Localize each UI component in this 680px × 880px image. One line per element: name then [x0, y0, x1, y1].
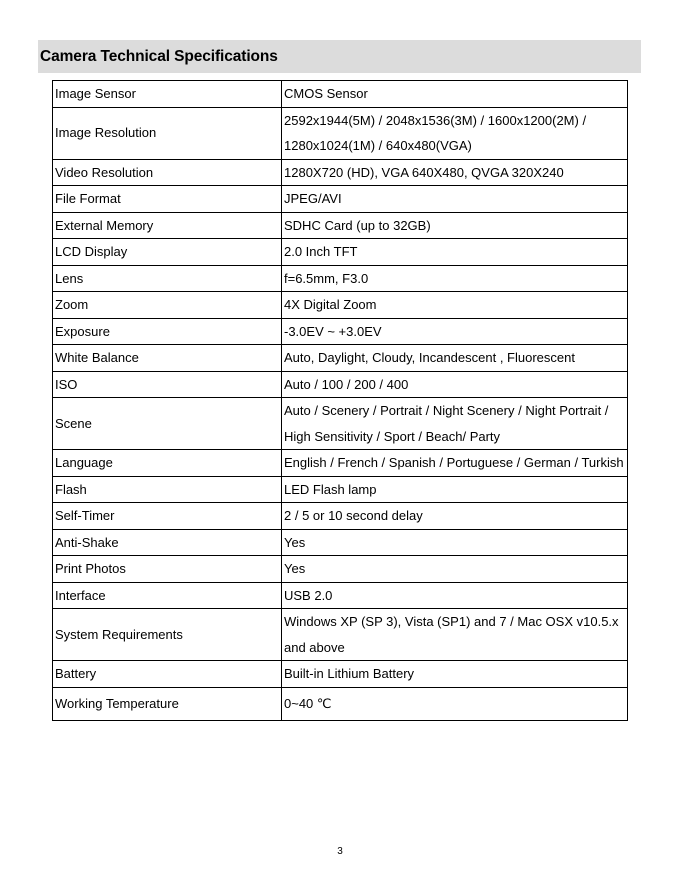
table-row-anti-shake [53, 529, 628, 556]
table-row-white-balance [53, 345, 628, 372]
table-row-working-temperature [53, 687, 628, 720]
table-row-exposure [53, 318, 628, 345]
spec-label: Exposure [53, 318, 282, 345]
section-title: Camera Technical Specifications [40, 47, 278, 65]
page-number: 3 [337, 846, 343, 857]
spec-value: 2.0 Inch TFT [282, 239, 628, 266]
spec-label: Scene [53, 398, 282, 450]
spec-label: File Format [53, 186, 282, 213]
table-row-zoom [53, 292, 628, 319]
spec-label: Lens [53, 265, 282, 292]
spec-label: Image Resolution [53, 107, 282, 159]
spec-label: Zoom [53, 292, 282, 319]
spec-label: Print Photos [53, 556, 282, 583]
table-row-image-resolution [53, 107, 628, 159]
spec-value: USB 2.0 [282, 582, 628, 609]
spec-value: Windows XP (SP 3), Vista (SP1) and 7 / Mac OSX v10.5.x and above [282, 609, 628, 661]
spec-label: Language [53, 450, 282, 477]
table-row-print-photos [53, 556, 628, 583]
spec-value: f=6.5mm, F3.0 [282, 265, 628, 292]
spec-value: 2 / 5 or 10 second delay [282, 503, 628, 530]
spec-value: -3.0EV ~ +3.0EV [282, 318, 628, 345]
table-row-system-requirements [53, 609, 628, 661]
spec-value: Yes [282, 529, 628, 556]
spec-label: Video Resolution [53, 159, 282, 186]
section-header [38, 40, 641, 73]
table-row-video-resolution [53, 159, 628, 186]
spec-label: Interface [53, 582, 282, 609]
table-row-lens [53, 265, 628, 292]
spec-value: Auto / 100 / 200 / 400 [282, 371, 628, 398]
spec-label: White Balance [53, 345, 282, 372]
spec-value: 4X Digital Zoom [282, 292, 628, 319]
spec-value: SDHC Card (up to 32GB) [282, 212, 628, 239]
spec-label: Self-Timer [53, 503, 282, 530]
spec-value: LED Flash lamp [282, 476, 628, 503]
spec-value: 1280X720 (HD), VGA 640X480, QVGA 320X240 [282, 159, 628, 186]
table-row-iso [53, 371, 628, 398]
spec-label: ISO [53, 371, 282, 398]
table-row-interface [53, 582, 628, 609]
spec-label: Flash [53, 476, 282, 503]
spec-value: English / French / Spanish / Portuguese / German / Turkish [282, 450, 628, 477]
table-row-self-timer [53, 503, 628, 530]
table-row-image-sensor [53, 81, 628, 108]
spec-value: 0~40 ℃ [282, 687, 628, 720]
spec-value: Yes [282, 556, 628, 583]
table-row-file-format [53, 186, 628, 213]
table-row-battery [53, 661, 628, 688]
table-row-scene [53, 398, 628, 450]
spec-label: LCD Display [53, 239, 282, 266]
spec-value: CMOS Sensor [282, 81, 628, 108]
table-row-language [53, 450, 628, 477]
spec-label: Battery [53, 661, 282, 688]
table-row-lcd-display [53, 239, 628, 266]
table-row-flash [53, 476, 628, 503]
spec-value: Auto, Daylight, Cloudy, Incandescent , Fluorescent [282, 345, 628, 372]
spec-label: Working Temperature [53, 687, 282, 720]
specifications-table [52, 80, 628, 721]
spec-label: System Requirements [53, 609, 282, 661]
spec-value: JPEG/AVI [282, 186, 628, 213]
spec-label: External Memory [53, 212, 282, 239]
table-row-external-memory [53, 212, 628, 239]
spec-label: Image Sensor [53, 81, 282, 108]
spec-value: Built-in Lithium Battery [282, 661, 628, 688]
spec-label: Anti-Shake [53, 529, 282, 556]
spec-value: 2592x1944(5M) / 2048x1536(3M) / 1600x1200(2M) / 1280x1024(1M) / 640x480(VGA) [282, 107, 628, 159]
spec-value: Auto / Scenery / Portrait / Night Scenery / Night Portrait / High Sensitivity / Sport / Beach/ Party [282, 398, 628, 450]
